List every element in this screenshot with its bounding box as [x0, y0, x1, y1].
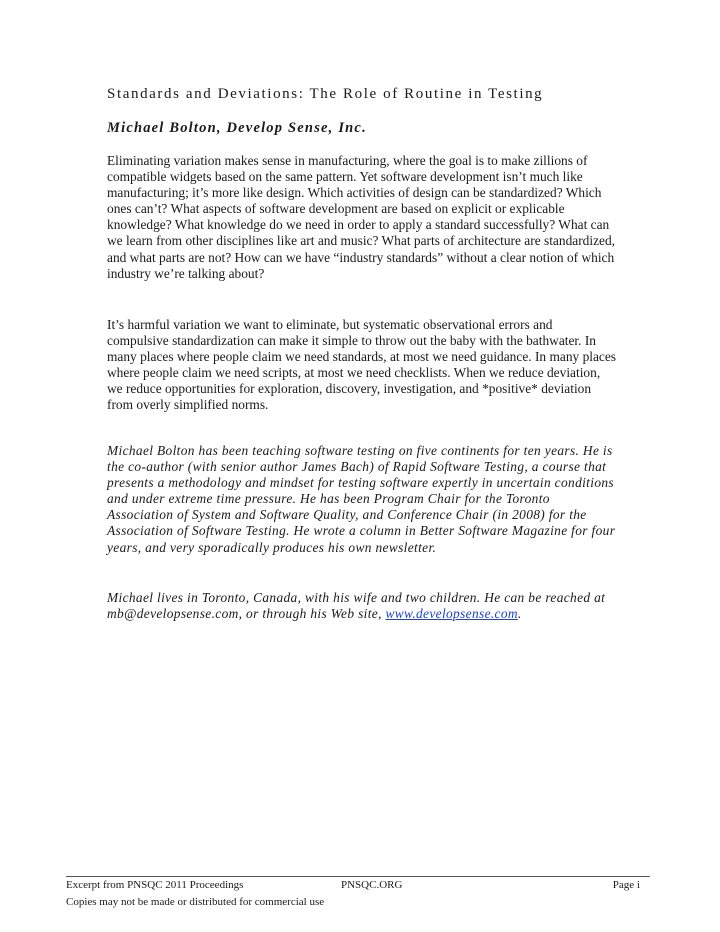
contact-end: .	[517, 606, 522, 622]
website-link[interactable]: www.developsense.com	[385, 606, 518, 622]
footer-line	[66, 879, 650, 891]
footer-left: Excerpt from PNSQC 2011 Proceedings	[66, 879, 244, 891]
footer-divider	[66, 876, 650, 877]
author-bio-paragraph: Michael Bolton has been teaching software testing on five continents for ten years. He is the co-author (with senior author James Bach) of Rapid Software Testing, a course that presents a methodology and mindset for testing software expertly in uncertain conditions and under extreme time pressure. He has been Program Chair for the Toronto Association of System and Software Quality, and Conference Chair (in 2008) for the Association of Software Testing. He wrote a column in Better Software Magazine for four years, and very sporadically produces his own newsletter.	[107, 443, 616, 555]
page-number: Page i	[612, 879, 640, 891]
abstract-paragraph: Eliminating variation makes sense in manufacturing, where the goal is to make zillions of compatible widgets based on the same pattern. Yet software development isn’t much like manufacturing; it’s more like design. Which activities of design can be standardized? Which ones can’t? What aspects of software development are based on explicit or explicable knowledge? What knowledge do we need in order to apply a standard successfully? What can we learn from other disciplines like art and music? What parts of architecture are standardized, and what parts are not? How can we have “industry standards” without a clear notion of which industry we’re talking about?	[107, 153, 616, 281]
copyright-notice: Copies may not be made or distributed for commercial use	[66, 896, 325, 908]
paper-title: Standards and Deviations: The Role of Routine in Testing	[107, 86, 544, 102]
contact-text: Michael lives in Toronto, Canada, with his wife and two children. He can be reached at mb@developsense.com, or through his Web site,	[107, 590, 606, 622]
second-paragraph: It’s harmful variation we want to eliminate, but systematic observational errors and compulsive standardization can make it simple to throw out the baby with the bathwater. In many places where people claim we need standards, at most we need guidance. In many places where people claim we need scripts, at most we need checklists. When we reduce deviation, we reduce opportunities for exploration, discovery, investigation, and *positive* deviation from overly simplified norms.	[107, 317, 617, 413]
paper-author: Michael Bolton, Develop Sense, Inc.	[107, 120, 367, 136]
contact-paragraph	[107, 590, 617, 622]
footer-center: PNSQC.ORG	[341, 879, 403, 891]
